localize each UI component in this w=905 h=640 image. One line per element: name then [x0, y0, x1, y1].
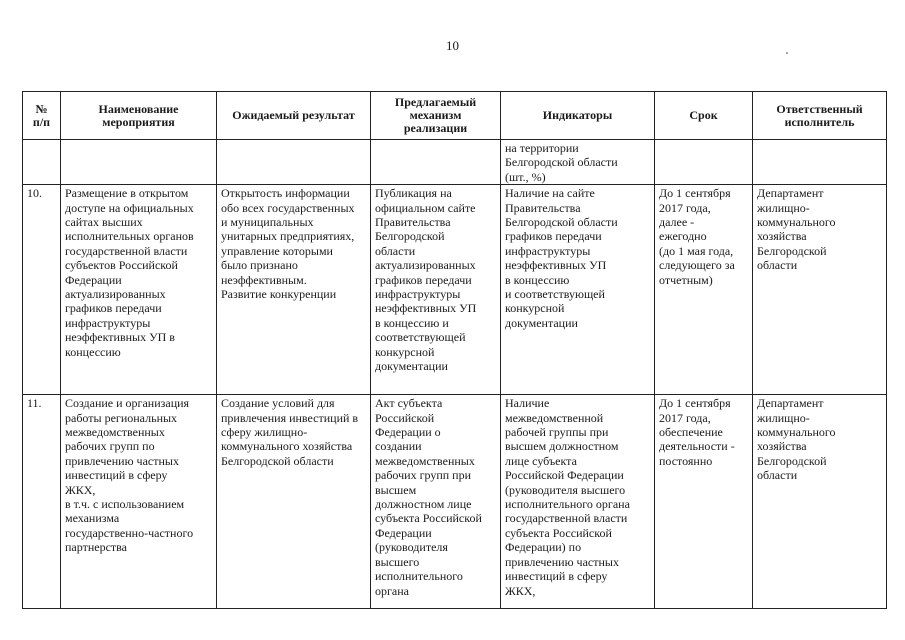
header-executor: Ответственный исполнитель — [753, 92, 887, 140]
table-row-continuation — [23, 140, 887, 185]
header-indicators: Индикаторы — [501, 92, 655, 140]
header-number: № п/п — [23, 92, 61, 140]
cont-mechanism — [371, 140, 501, 185]
executor: Департамент жилищно- коммунального хозяйства Белгородской области — [753, 395, 887, 609]
deadline: До 1 сентября 2017 года, обеспечение деятельности - постоянно — [655, 395, 753, 609]
executor: Департамент жилищно- коммунального хозяйства Белгородской области — [753, 185, 887, 395]
row-number: 10. — [23, 185, 61, 395]
cont-number — [23, 140, 61, 185]
table-row — [23, 185, 887, 395]
page-number: 10 — [446, 38, 459, 53]
cont-indicator: на территории Белгородской области (шт., %) — [501, 140, 655, 185]
indicator: Наличие на сайте Правительства Белгородской области графиков передачи инфраструктуры неэффективных УП в концессию и соответствующей конкурсной документации — [501, 185, 655, 395]
mechanism: Акт субъекта Российской Федерации о создании межведомственных рабочих групп при высшем должностном лице субъекта Российской Федерации (руководителя высшего исполнительного органа — [371, 395, 501, 609]
cont-result — [217, 140, 371, 185]
row-number: 11. — [23, 395, 61, 609]
expected-result: Открытость информации обо всех государственных и муниципальных унитарных предприятиях, управление которыми было признано неэффективным. Развитие конкуренции — [217, 185, 371, 395]
cont-name — [61, 140, 217, 185]
measures-table — [22, 91, 887, 609]
expected-result: Создание условий для привлечения инвестиций в сферу жилищно- коммунального хозяйства Белгородской области — [217, 395, 371, 609]
header-measure-name: Наименование мероприятия — [61, 92, 217, 140]
deadline: До 1 сентября 2017 года, далее - ежегодно (до 1 мая года, следующего за отчетным) — [655, 185, 753, 395]
header-expected-result: Ожидаемый результат — [217, 92, 371, 140]
header-mechanism: Предлагаемый механизм реализации — [371, 92, 501, 140]
header-deadline: Срок — [655, 92, 753, 140]
cont-executor — [753, 140, 887, 185]
indicator: Наличие межведомственной рабочей группы при высшем должностном лице субъекта Российской Федерации (руководителя высшего исполнительного органа государственной власти субъекта Российской Федерации) по привлечению частных инвестиций в сферу ЖКХ, — [501, 395, 655, 609]
scan-speck — [786, 52, 788, 54]
mechanism: Публикация на официальном сайте Правительства Белгородской области актуализированных графиков передачи инфраструктуры неэффективных УП в концессию и соответствующей конкурсной документации — [371, 185, 501, 395]
measure-name: Размещение в открытом доступе на официальных сайтах высших исполнительных органов государственной власти субъектов Российской Федерации актуализированных графиков передачи инфраструктуры неэффективных УП в концессию — [61, 185, 217, 395]
cont-deadline — [655, 140, 753, 185]
table-row — [23, 395, 887, 609]
measure-name: Создание и организация работы региональных межведомственных рабочих групп по привлечению частных инвестиций в сферу ЖКХ, в т.ч. с использованием механизма государственно-частного партнерства — [61, 395, 217, 609]
table-header-row — [23, 92, 887, 140]
